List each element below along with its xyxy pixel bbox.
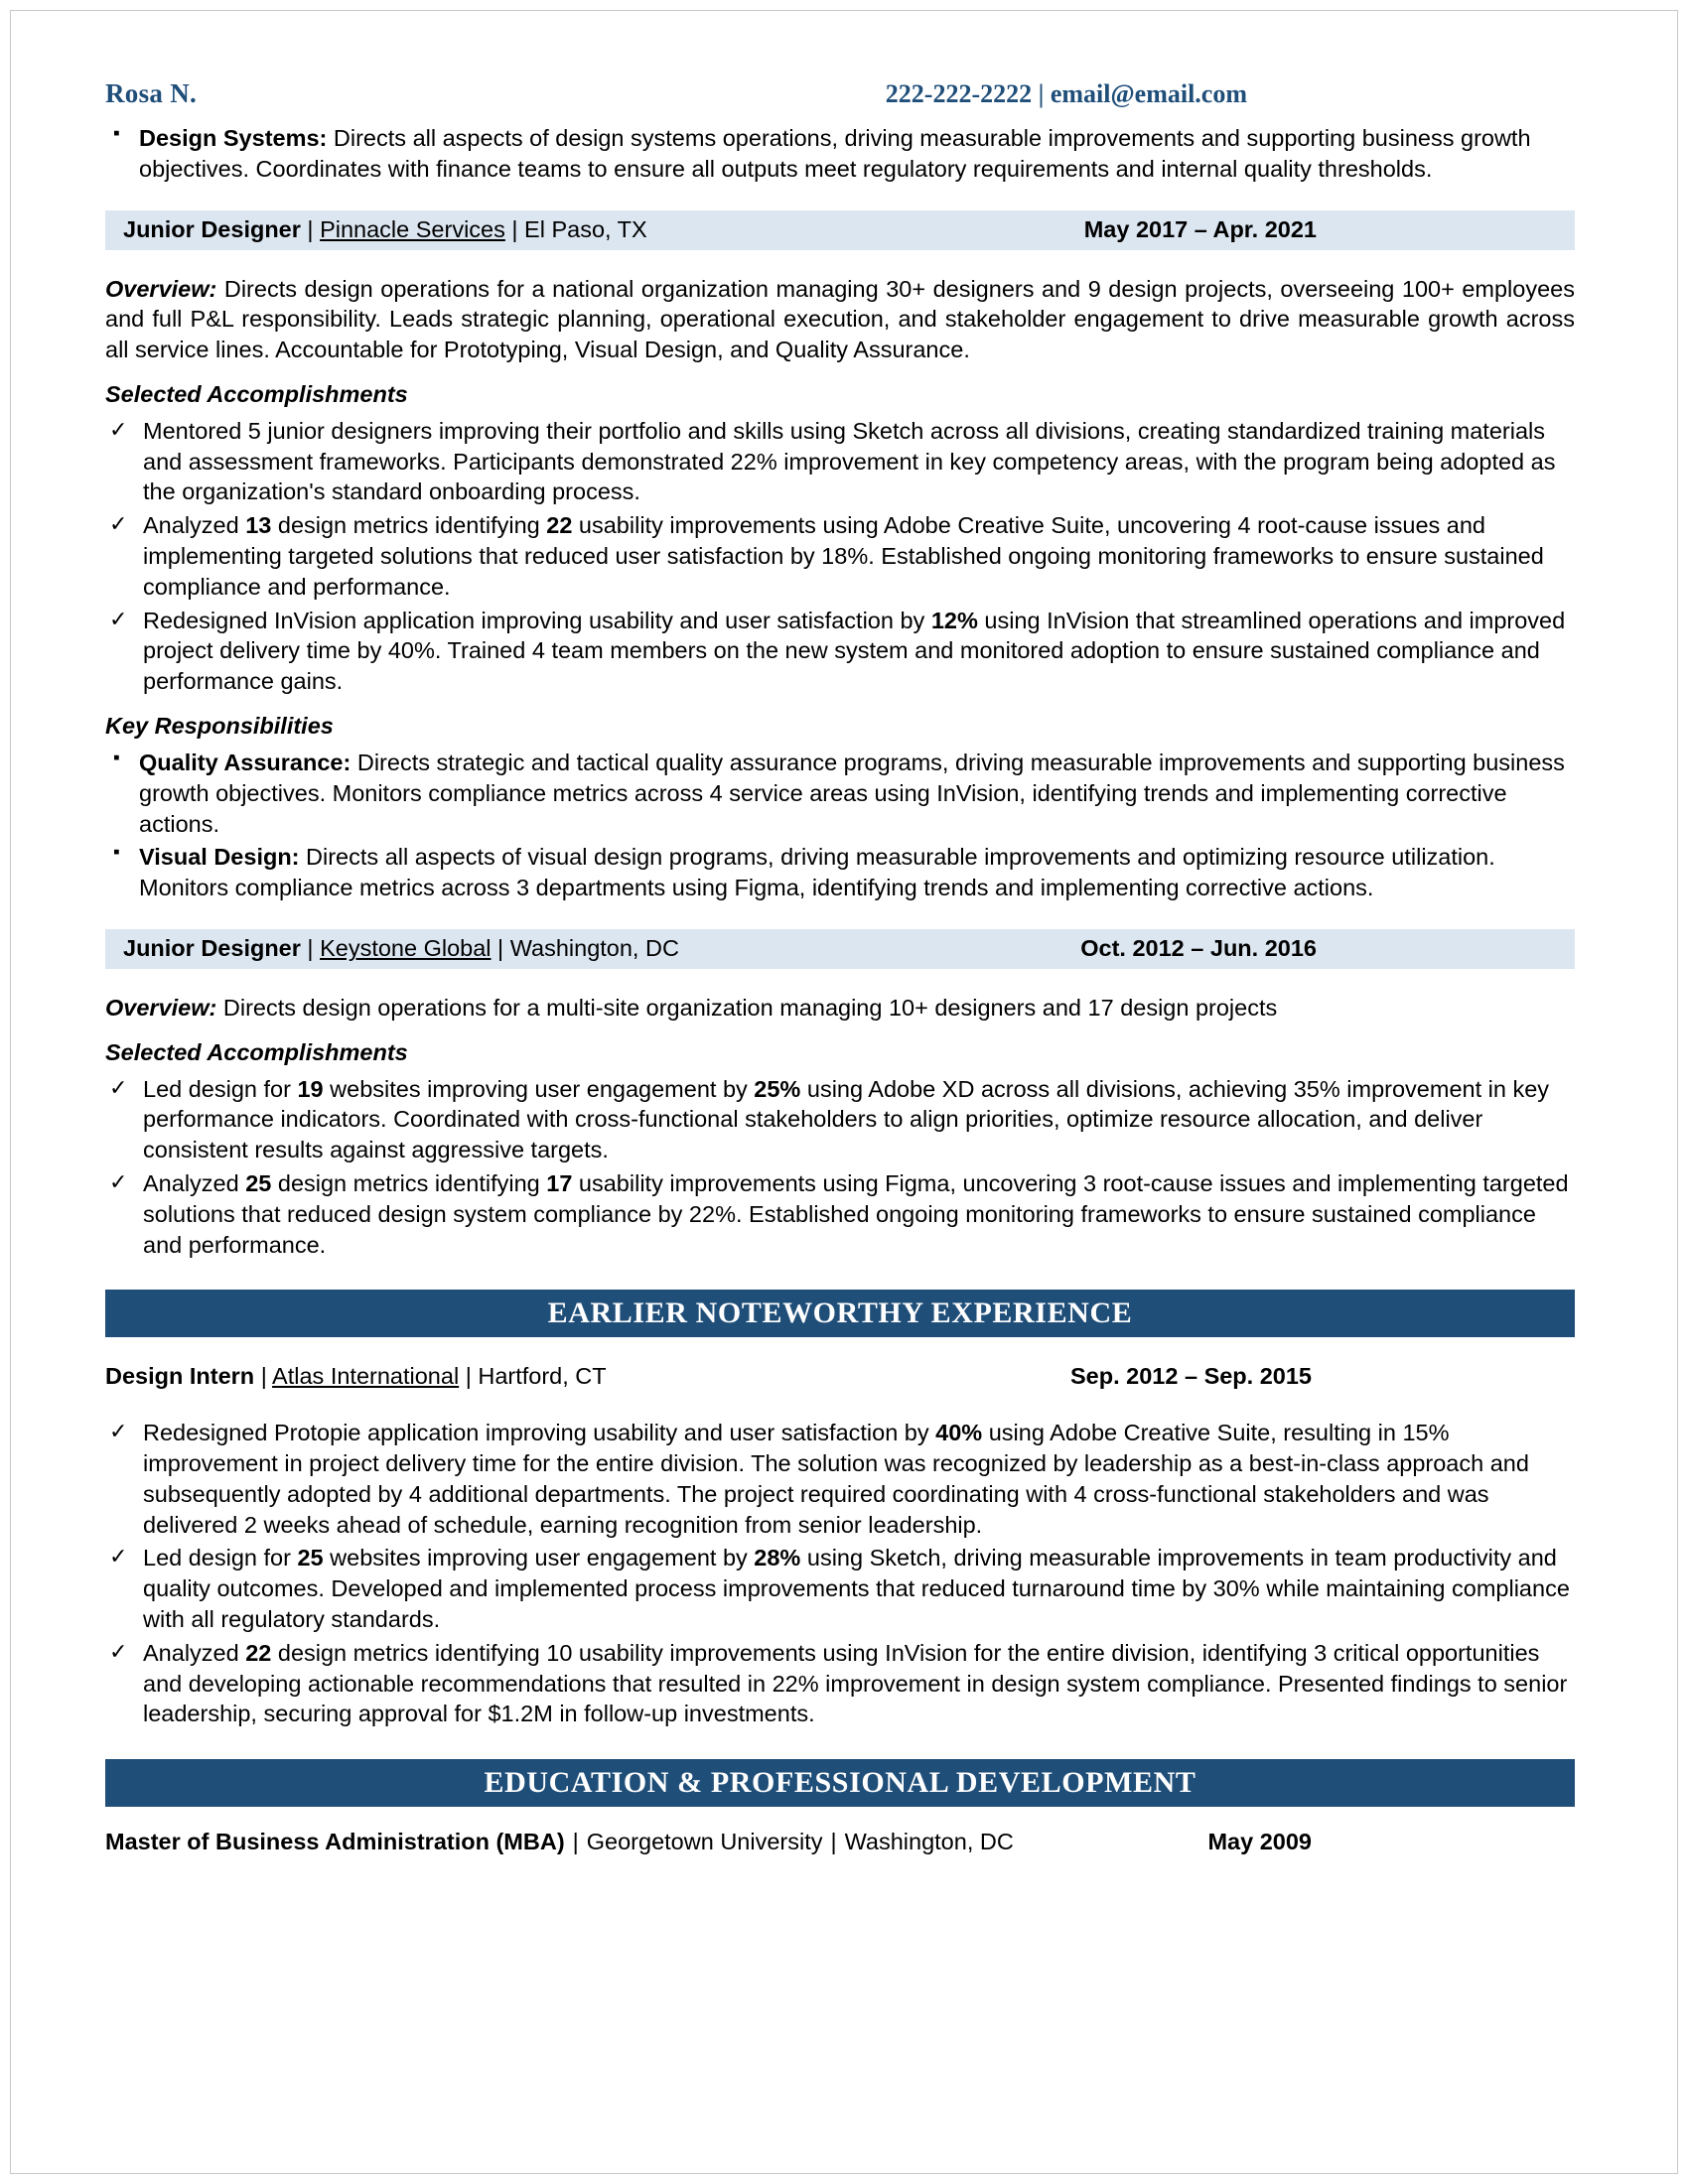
job-overview xyxy=(105,274,1575,365)
bullet-emphasis: 25 xyxy=(245,1169,272,1196)
page-sheet xyxy=(10,10,1678,2174)
separator: | xyxy=(572,1829,579,1855)
bullet-text: Led design for xyxy=(143,1545,298,1571)
overview-text: Directs design operations for a national organization managing 30+ designers and 9 design projects, overseeing 100+ employees and full P&L responsibility. Leads strategic planning, operational execution, and stakeholder engagement to drive measurable growth across all service lines. Accountable for Prototyping, Visual Design, and Quality Assurance. xyxy=(105,275,1575,363)
bullet-text: websites improving user engagement by xyxy=(323,1545,755,1571)
list-item xyxy=(105,1074,1575,1165)
list-item xyxy=(105,606,1575,697)
accomplishments-list xyxy=(105,416,1575,697)
bullet-text: Redesigned InVision application improving usability and user satisfaction by xyxy=(143,607,931,633)
education-entry xyxy=(105,1829,1575,1855)
responsibility-label: Quality Assurance: xyxy=(139,749,352,775)
section-header-education: EDUCATION & PROFESSIONAL DEVELOPMENT xyxy=(105,1759,1575,1807)
job-location: El Paso, TX xyxy=(524,216,647,243)
separator: | xyxy=(830,1829,837,1855)
degree-name: Master of Business Administration (MBA) xyxy=(105,1829,565,1855)
bullet-text: Analyzed xyxy=(143,1639,246,1666)
overview-text: Directs design operations for a multi-site organization managing 10+ designers and 17 design projects xyxy=(216,994,1278,1021)
list-item xyxy=(105,416,1575,507)
list-item xyxy=(105,123,1575,185)
list-item xyxy=(105,842,1575,903)
bullet-emphasis: 25% xyxy=(754,1075,801,1102)
bullet-text: Led design for xyxy=(143,1075,298,1102)
bullet-text: usability improvements using Adobe Creative Suite, uncovering 4 root-cause issues and implementing targeted solutions that reduced user satisfaction by 18%. Established ongoing monitoring frameworks to ensure sustained compliance and performance. xyxy=(143,512,1544,600)
overview-label: Overview: xyxy=(105,994,217,1021)
accomplishments-list xyxy=(105,1074,1575,1261)
accomplishments-heading: Selected Accomplishments xyxy=(105,1038,408,1065)
job-company: Atlas International xyxy=(272,1363,460,1390)
bullet-emphasis: 22 xyxy=(245,1639,272,1666)
contact-info: 222-222-2222 | email@email.com xyxy=(885,79,1247,108)
school-location: Washington, DC xyxy=(844,1829,1014,1855)
job-heading: Junior Designer | Pinnacle Services | El Paso, TX xyxy=(123,216,647,243)
list-item xyxy=(105,748,1575,839)
bullet-emphasis: 22 xyxy=(546,512,573,539)
job-role: Design Intern xyxy=(105,1363,255,1390)
earlier-bullets-list xyxy=(105,1418,1575,1729)
responsibility-label: Visual Design: xyxy=(139,844,300,871)
job-company: Keystone Global xyxy=(320,935,492,962)
bullet-emphasis: 40% xyxy=(935,1420,983,1446)
bullet-text: websites improving user engagement by xyxy=(323,1075,755,1102)
job-location: Hartford, CT xyxy=(478,1363,607,1390)
bullet-emphasis: 19 xyxy=(297,1075,324,1102)
responsibility-label: Design Systems: xyxy=(139,125,328,151)
responsibilities-heading: Key Responsibilities xyxy=(105,712,334,739)
earlier-job-line: Design Intern | Atlas International | Hartford, CT xyxy=(105,1363,607,1390)
bullet-text: Mentored 5 junior designers improving their portfolio and skills using Sketch across all divisions, creating standardized training materials and assessment frameworks. Participants demonstrated 22% improvement in key competency areas, with the program being adopted as the organization's standard onboarding process. xyxy=(143,417,1556,505)
bullet-text: using Adobe XD across all divisions, achieving 35% improvement in key performance indicators. Coordinated with cross-functional stakeholders to align priorities, optimize resource allocation, and deliver consistent results against aggressive targets. xyxy=(143,1075,1550,1163)
bullet-text: usability improvements using Figma, uncovering 3 root-cause issues and implementing targeted solutions that reduced design system compliance by 22%. Established ongoing monitoring frameworks to ensure sustained compliance and performance. xyxy=(143,1169,1569,1258)
job-dates: May 2017 – Apr. 2021 xyxy=(1083,216,1317,243)
bullet-text: Analyzed xyxy=(143,1169,246,1196)
accomplishments-heading: Selected Accomplishments xyxy=(105,380,408,407)
earlier-job-heading xyxy=(105,1363,1575,1390)
job-dates: Sep. 2012 – Sep. 2015 xyxy=(1070,1363,1312,1390)
bullet-emphasis: 17 xyxy=(546,1169,573,1196)
job-dates: Oct. 2012 – Jun. 2016 xyxy=(1080,935,1317,962)
bullet-text: using InVision that streamlined operations and improved project delivery time by 40%. Trained 4 team members on the new system and monitored adoption to ensure sustained compliance and performance gains. xyxy=(143,607,1566,695)
job-role: Junior Designer xyxy=(123,935,301,962)
bullet-text: using Adobe Creative Suite, resulting in 15% improvement in project delivery time for the entire division. The solution was recognized by leadership as a best-in-class approach and subsequently adopted by 4 additional departments. The project required coordinating with 4 cross-functional stakeholders and was delivered 2 weeks ahead of schedule, earning recognition from senior leadership. xyxy=(143,1420,1529,1538)
bullet-text: design metrics identifying 10 usability improvements using InVision for the entire division, identifying 3 critical opportunities and developing actionable recommendations that resulted in 22% improvement in design system compliance. Presented findings to senior leadership, securing approval for $1.2M in follow-up investments. xyxy=(143,1639,1568,1727)
job-title-bar xyxy=(105,929,1575,969)
bullet-emphasis: 12% xyxy=(930,607,978,633)
list-item xyxy=(105,1638,1575,1729)
section-header-earlier-experience: EARLIER NOTEWORTHY EXPERIENCE xyxy=(105,1290,1575,1337)
job-role: Junior Designer xyxy=(123,216,301,243)
list-item xyxy=(105,1543,1575,1634)
bullet-emphasis: 13 xyxy=(245,512,272,539)
education-date: May 2009 xyxy=(1207,1829,1312,1855)
document-content xyxy=(105,78,1575,1855)
job-heading: Junior Designer | Keystone Global | Washington, DC xyxy=(123,935,679,962)
list-item xyxy=(105,510,1575,602)
bullet-text: Analyzed xyxy=(143,512,246,539)
job-overview xyxy=(105,993,1575,1024)
job-title-bar xyxy=(105,210,1575,250)
bullet-text: design metrics identifying xyxy=(271,512,547,539)
bullet-emphasis: 28% xyxy=(754,1545,801,1571)
school-name: Georgetown University xyxy=(586,1829,823,1855)
bullet-text: using Sketch, driving measurable improvements in team productivity and quality outcomes. Developed and implemented process improvements that reduced turnaround time by 30% while maintaining compliance with all regulatory standards. xyxy=(143,1545,1570,1632)
list-item xyxy=(105,1168,1575,1260)
responsibility-text: Directs strategic and tactical quality assurance programs, driving measurable improvements and supporting business growth objectives. Monitors compliance metrics across 4 service areas using InVision, identifying trends and implementing corrective actions. xyxy=(139,749,1565,837)
overview-label: Overview: xyxy=(105,275,217,302)
top-responsibility-list xyxy=(105,123,1575,185)
job-location: Washington, DC xyxy=(509,935,679,962)
bullet-text: design metrics identifying xyxy=(271,1169,547,1196)
bullet-emphasis: 25 xyxy=(297,1545,324,1571)
candidate-name: Rosa N. xyxy=(105,78,198,108)
bullet-text: Redesigned Protopie application improving usability and user satisfaction by xyxy=(143,1420,936,1446)
document-header xyxy=(105,78,1575,109)
list-item xyxy=(105,1418,1575,1540)
responsibility-text: Directs all aspects of design systems operations, driving measurable improvements and supporting business growth objectives. Coordinates with finance teams to ensure all outputs meet regulatory requirements and internal quality thresholds. xyxy=(139,125,1531,182)
job-company: Pinnacle Services xyxy=(320,216,505,243)
responsibilities-list xyxy=(105,748,1575,903)
responsibility-text: Directs all aspects of visual design programs, driving measurable improvements and optimizing resource utilization. Monitors compliance metrics across 3 departments using Figma, identifying trends and implementing corrective actions. xyxy=(139,844,1495,901)
